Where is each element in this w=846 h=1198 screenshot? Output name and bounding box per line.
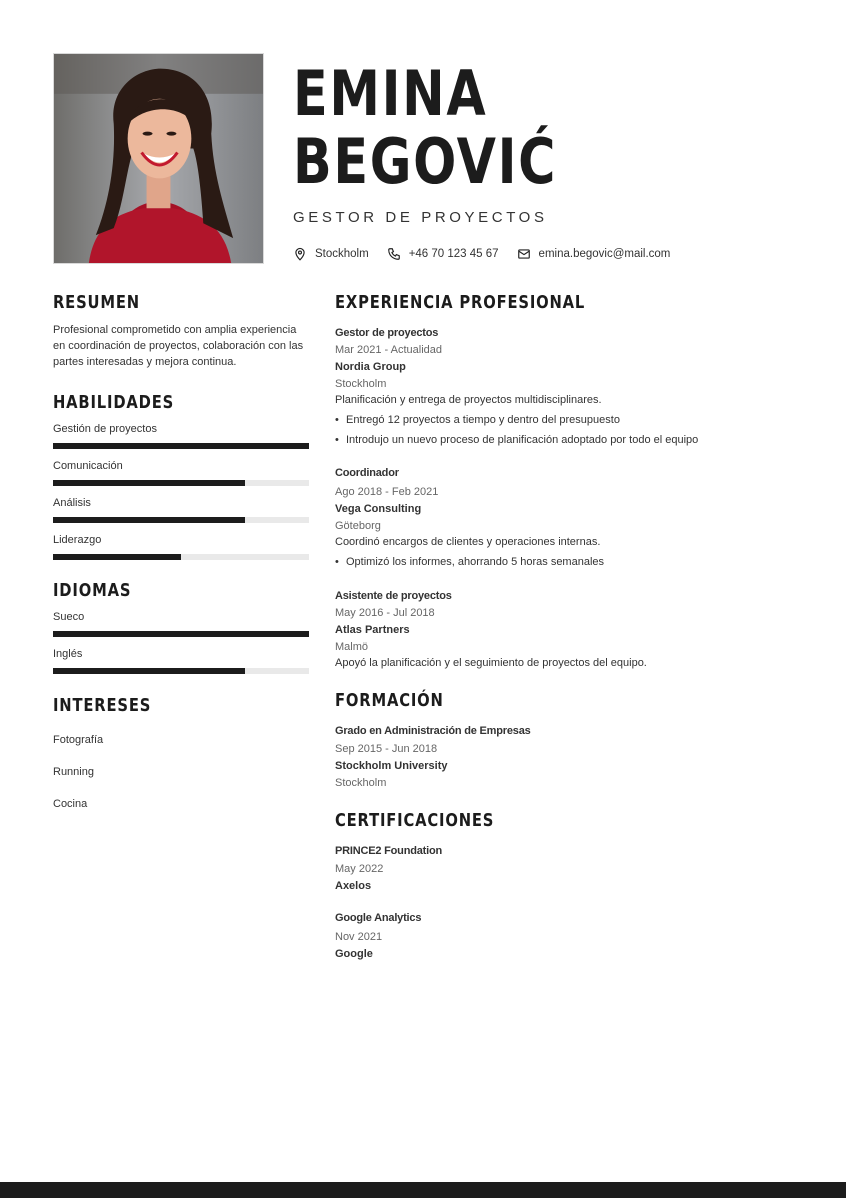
- location-text: Stockholm: [315, 248, 369, 260]
- education-entry: [335, 724, 815, 790]
- contact-email[interactable]: [517, 247, 671, 261]
- language-bar: [53, 631, 309, 637]
- summary-text: Profesional comprometido con amplia experiencia en coordinación de proyectos, colaboración con las partes interesadas y mejora continua.: [53, 324, 304, 368]
- right-column: [335, 292, 815, 961]
- interest-item: Cocina: [53, 798, 88, 810]
- contact-location: [293, 247, 369, 261]
- language-item: [53, 610, 309, 637]
- summary-section: [53, 292, 309, 370]
- portrait-image: [54, 54, 263, 263]
- school-name: Stockholm University: [335, 760, 448, 772]
- skills-section: [53, 392, 309, 560]
- skill-label: Gestión de proyectos: [53, 423, 157, 435]
- skill-label: Comunicación: [53, 460, 123, 472]
- phone-icon: [387, 247, 401, 261]
- experience-section: [335, 292, 815, 670]
- certification-title: PRINCE2 Foundation: [335, 845, 443, 857]
- job-location: Malmö: [335, 641, 369, 653]
- certification-title: Google Analytics: [335, 912, 422, 924]
- last-name: BEGOVIĆ: [293, 125, 558, 198]
- skills-heading: HABILIDADES: [53, 392, 175, 413]
- certification-issuer: Google: [335, 948, 373, 960]
- job-company: Nordia Group: [335, 361, 406, 373]
- job-date: Mar 2021 - Actualidad: [335, 344, 443, 356]
- left-column: [53, 292, 309, 811]
- job-date: Ago 2018 - Feb 2021: [335, 486, 439, 498]
- mail-icon: [517, 247, 531, 261]
- profile-photo: [53, 53, 264, 264]
- job-bullet: • Introdujo un nuevo proceso de planificación adoptado por todo el equipo: [346, 433, 815, 447]
- job-date: May 2016 - Jul 2018: [335, 607, 435, 619]
- contact-row: [293, 247, 688, 261]
- phone-text[interactable]: +46 70 123 45 67: [408, 248, 499, 260]
- candidate-name: [293, 57, 558, 198]
- job-entry: [335, 589, 815, 670]
- skill-bar: [53, 443, 309, 449]
- education-heading: FORMACIÓN: [335, 690, 444, 711]
- certifications-heading: CERTIFICACIONES: [335, 810, 495, 831]
- experience-heading: EXPERIENCIA PROFESIONAL: [335, 292, 586, 313]
- job-position: Coordinador: [335, 467, 399, 479]
- language-item: [53, 647, 309, 674]
- school-location: Stockholm: [335, 777, 387, 789]
- skill-item: [53, 533, 309, 560]
- job-position: Asistente de proyectos: [335, 590, 452, 602]
- skill-label: Liderazgo: [53, 534, 102, 546]
- job-description: Apoyó la planificación y el seguimiento de proyectos del equipo.: [335, 657, 647, 669]
- certification-issuer: Axelos: [335, 880, 372, 892]
- language-label: Sueco: [53, 611, 85, 623]
- language-label: Inglés: [53, 648, 83, 660]
- job-company: Atlas Partners: [335, 624, 410, 636]
- language-bar-fill: [53, 631, 309, 637]
- skill-bar-fill: [53, 554, 181, 560]
- languages-section: [53, 580, 309, 674]
- job-bullet: • Optimizó los informes, ahorrando 5 horas semanales: [346, 555, 815, 569]
- contact-phone[interactable]: [387, 247, 499, 261]
- certification-date: May 2022: [335, 863, 384, 875]
- language-bar: [53, 668, 309, 674]
- job-bullets: [335, 413, 815, 447]
- email-link[interactable]: emina.begovic@mail.com: [538, 248, 671, 260]
- first-name: EMINA: [293, 57, 488, 130]
- education-section: [335, 690, 815, 790]
- skill-bar: [53, 554, 309, 560]
- skill-item: [53, 459, 309, 486]
- skill-item: [53, 496, 309, 523]
- degree-title: Grado en Administración de Empresas: [335, 725, 531, 737]
- job-position: Gestor de proyectos: [335, 327, 439, 339]
- job-company: Vega Consulting: [335, 503, 422, 515]
- job-bullets: [335, 555, 815, 569]
- interest-item: Running: [53, 766, 94, 778]
- job-description: Coordinó encargos de clientes y operaciones internas.: [335, 536, 601, 548]
- interests-section: [53, 695, 309, 811]
- interest-item: Fotografía: [53, 734, 104, 746]
- certification-date: Nov 2021: [335, 931, 383, 943]
- skill-item: [53, 422, 309, 449]
- skill-bar: [53, 480, 309, 486]
- job-title: GESTOR DE PROYECTOS: [293, 209, 548, 226]
- skill-bar-fill: [53, 517, 245, 523]
- certifications-section: [335, 810, 815, 961]
- interests-heading: INTERESES: [53, 695, 152, 716]
- job-bullet: • Entregó 12 proyectos a tiempo y dentro del presupuesto: [346, 413, 815, 427]
- certification-entry: [335, 844, 815, 893]
- skill-bar-fill: [53, 443, 309, 449]
- job-location: Göteborg: [335, 520, 381, 532]
- job-entry: [335, 466, 815, 569]
- job-entry: [335, 326, 815, 447]
- language-bar-fill: [53, 668, 245, 674]
- education-date: Sep 2015 - Jun 2018: [335, 743, 438, 755]
- job-description: Planificación y entrega de proyectos multidisciplinares.: [335, 394, 602, 406]
- languages-heading: IDIOMAS: [53, 580, 132, 601]
- skill-bar-fill: [53, 480, 245, 486]
- certification-entry: [335, 911, 815, 961]
- summary-heading: RESUMEN: [53, 292, 140, 313]
- map-pin-icon: [293, 247, 307, 261]
- footer-bar: [0, 1182, 846, 1198]
- job-location: Stockholm: [335, 378, 387, 390]
- skill-bar: [53, 517, 309, 523]
- skill-label: Análisis: [53, 497, 91, 509]
